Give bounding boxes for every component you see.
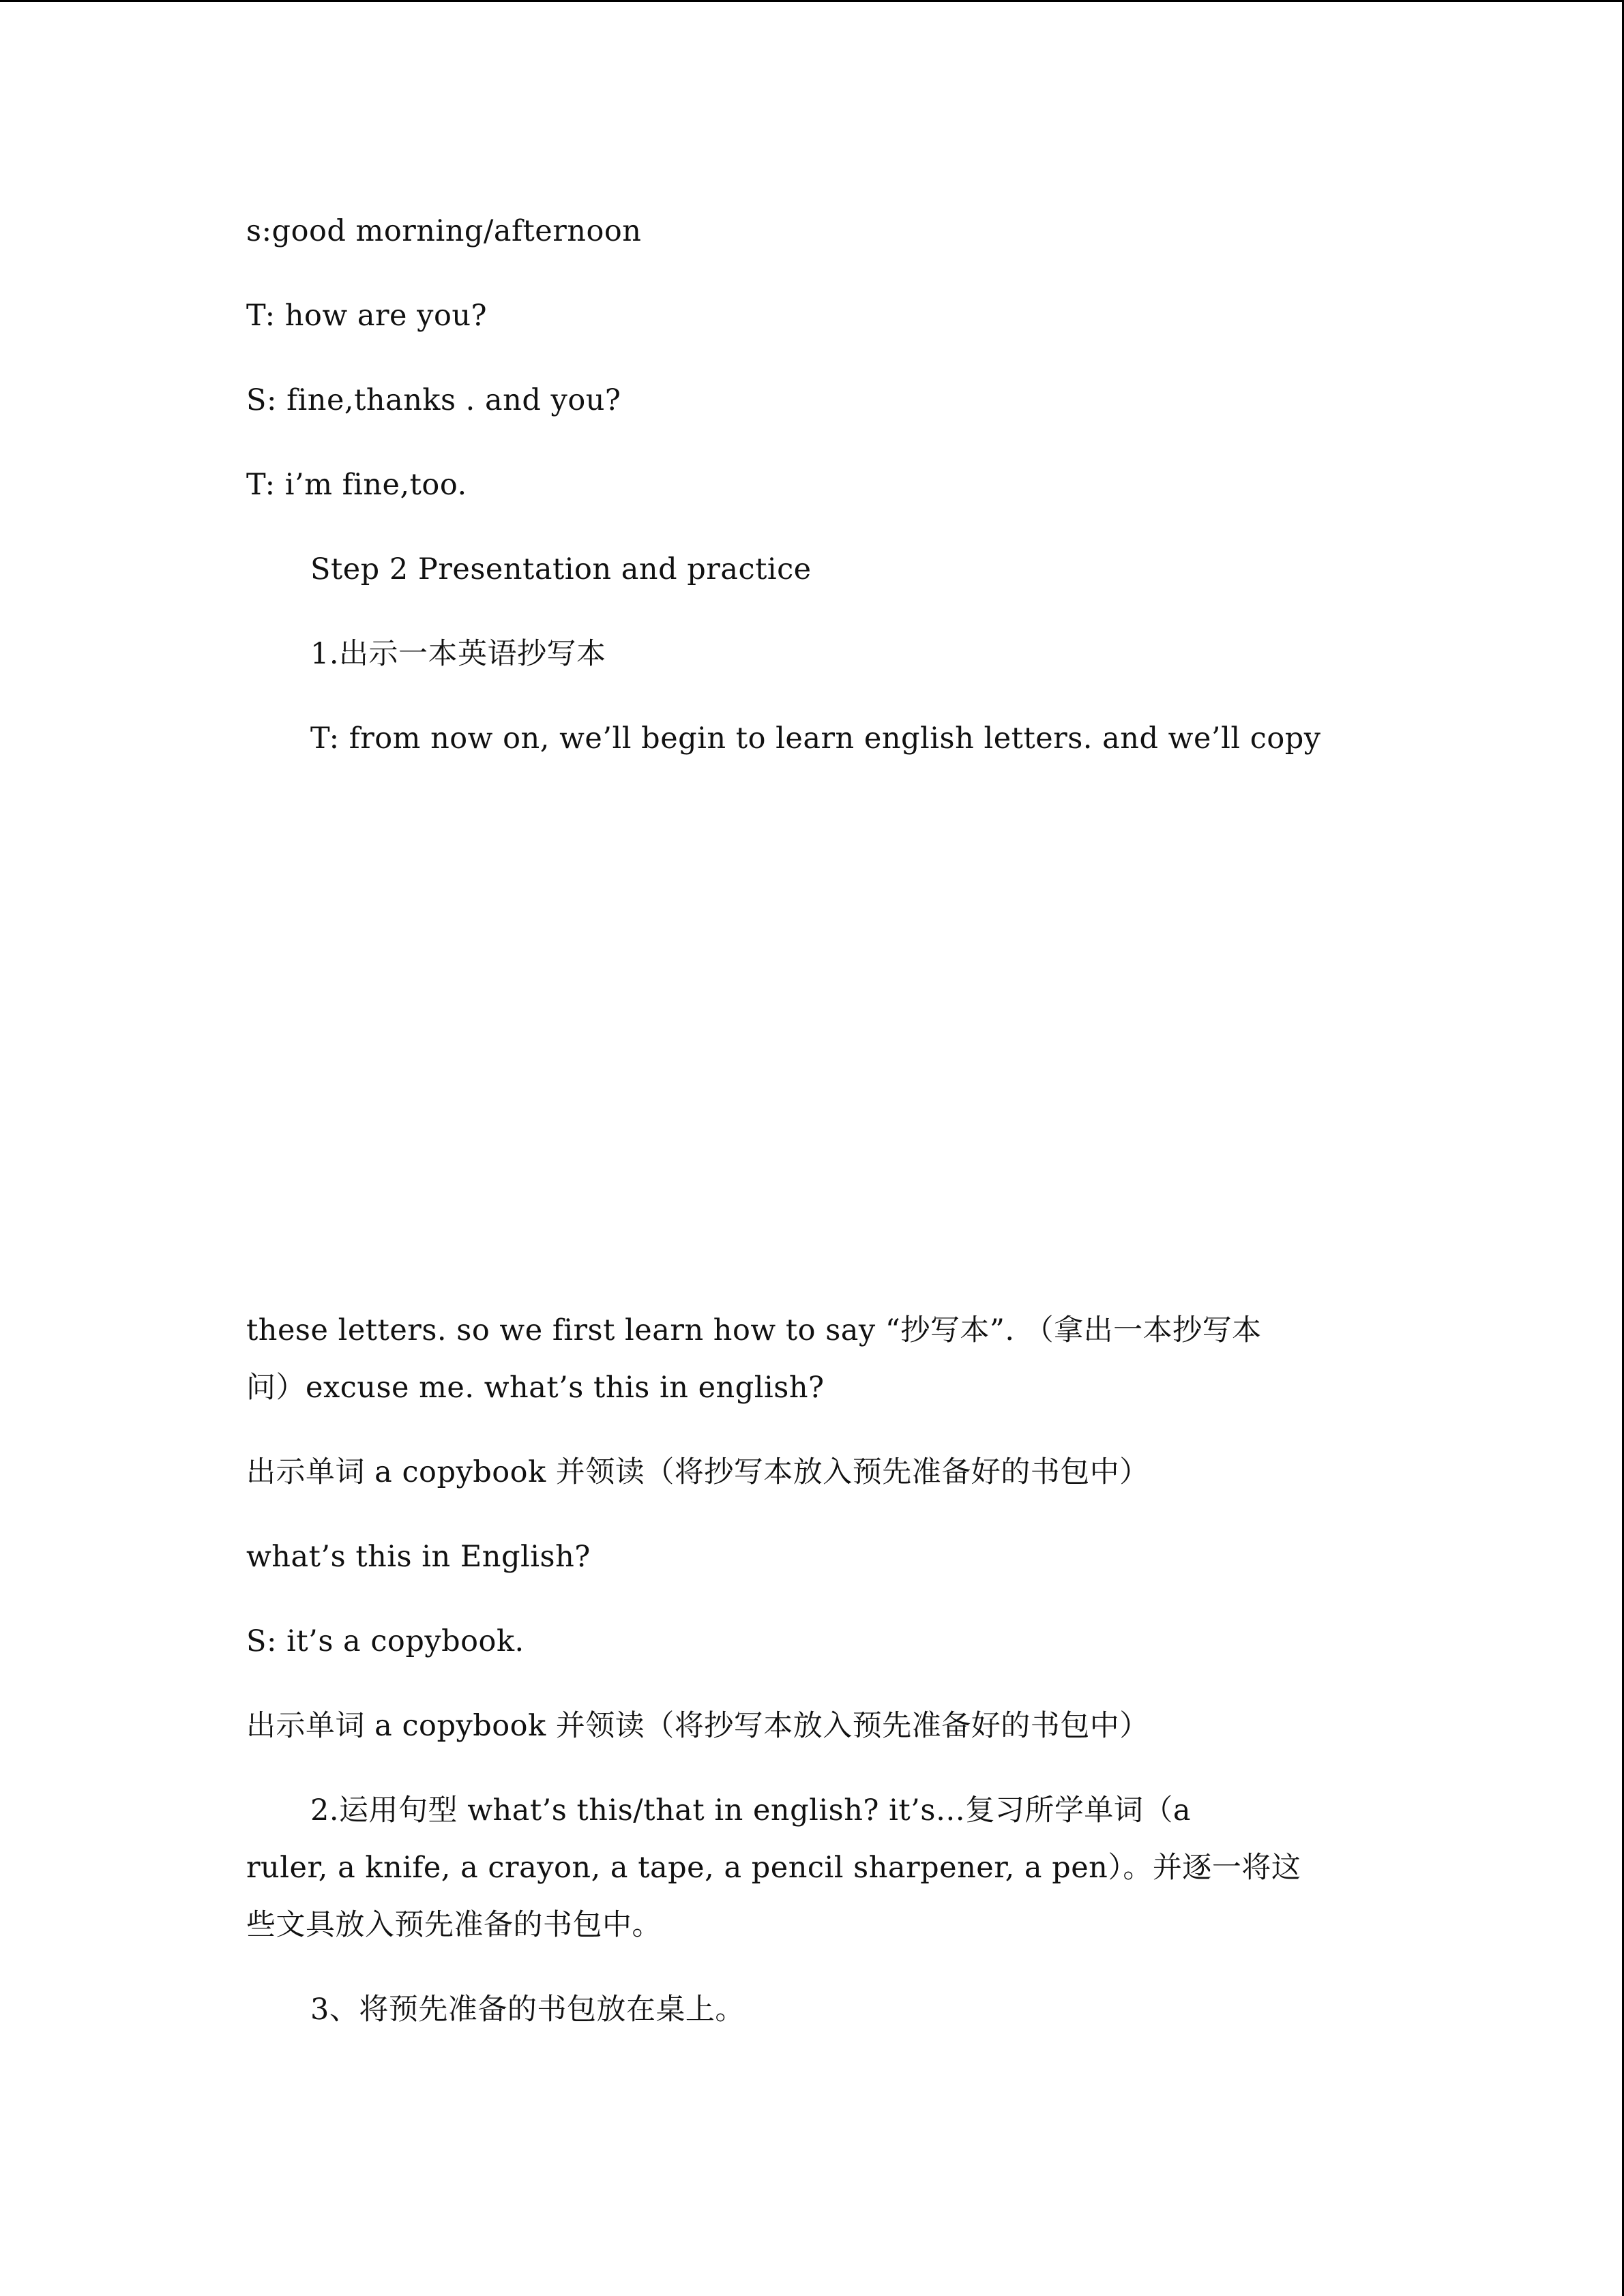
numbered-item: 3、将预先准备的书包放在桌上。 [310,1993,745,2027]
numbered-item: 1.出示一本英语抄写本 [310,637,606,671]
paragraph-line: 出示单词 a copybook 并领读（将抄写本放入预先准备好的书包中） [246,1455,1149,1489]
paragraph-line: T: from now on, we’ll begin to learn english letters. and we’ll copy [310,721,1321,756]
dialogue-line: T: i’m fine,too. [246,468,467,502]
dialogue-line: S: fine,thanks . and you? [246,383,621,417]
dialogue-line: s:good morning/afternoon [246,214,642,248]
paragraph-line: 些文具放入预先准备的书包中。 [246,1908,662,1942]
dialogue-line: S: it’s a copybook. [246,1624,525,1658]
step-heading: Step 2 Presentation and practice [310,552,812,586]
dialogue-line: T: how are you? [246,299,488,333]
paragraph-line: 出示单词 a copybook 并领读（将抄写本放入预先准备好的书包中） [246,1709,1149,1743]
numbered-item: 2.运用句型 what’s this/that in english? it’s…复习所学单词（a [310,1793,1192,1828]
page-border-top [0,0,1624,2]
dialogue-line: what’s this in English? [246,1540,591,1574]
paragraph-line: 问）excuse me. what’s this in english? [246,1371,825,1405]
paragraph-line: ruler, a knife, a crayon, a tape, a pencil sharpener, a pen）。并逐一将这 [246,1851,1301,1885]
paragraph-line: these letters. so we first learn how to say “抄写本”. （拿出一本抄写本 [246,1313,1262,1347]
